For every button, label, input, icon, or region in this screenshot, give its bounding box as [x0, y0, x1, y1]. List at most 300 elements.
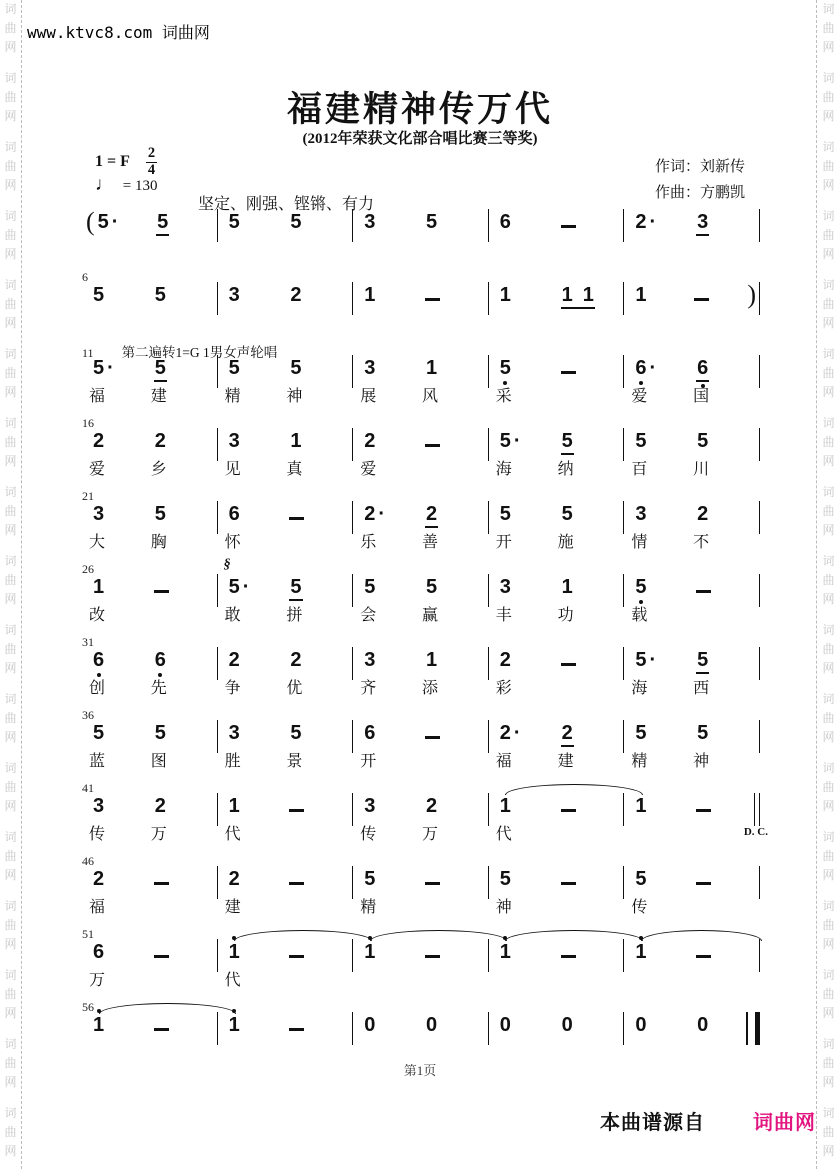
note	[289, 357, 302, 383]
watermark-char: 词	[4, 209, 17, 223]
measure	[353, 284, 489, 314]
note	[634, 357, 656, 383]
watermark-char: 网	[822, 178, 835, 192]
lyric: 爱	[360, 461, 377, 478]
note-cell	[634, 1014, 696, 1044]
note-cell	[561, 795, 623, 847]
note	[363, 211, 376, 237]
lyric: 善	[421, 534, 438, 551]
lyric: 情	[631, 534, 648, 551]
octave-dot	[503, 381, 507, 385]
note	[634, 722, 647, 748]
note-cell	[495, 357, 561, 409]
source-prefix: 本曲谱源自	[600, 1112, 705, 1134]
note-cell	[561, 1014, 623, 1044]
lyric: 乡	[150, 461, 167, 478]
octave-dot	[701, 384, 705, 388]
note-cell	[561, 357, 623, 409]
lyric: 福	[89, 388, 106, 405]
lyric: 敢	[224, 607, 241, 624]
lyric	[558, 898, 562, 920]
dash	[154, 1028, 169, 1031]
lyric: 载	[631, 607, 648, 624]
watermark-char: 网	[4, 454, 17, 468]
note-digit: 2	[364, 503, 376, 525]
note	[363, 357, 376, 383]
note-digit: 3	[228, 284, 240, 306]
dash	[289, 809, 304, 812]
note-cell	[89, 722, 154, 774]
lyric: 会	[360, 607, 377, 624]
note	[154, 941, 169, 967]
measure	[489, 649, 625, 701]
note-cell	[499, 211, 561, 241]
note-digit: 5	[425, 576, 438, 598]
measure-number: 36	[82, 708, 94, 722]
note	[696, 722, 709, 748]
note-cell	[561, 211, 623, 241]
dash	[561, 809, 576, 812]
note	[499, 576, 512, 602]
watermark-char: 网	[4, 523, 17, 537]
note-digit: 3	[93, 795, 105, 817]
note-digit: 5	[154, 503, 166, 525]
lyric	[693, 971, 697, 993]
note-digit: 3	[228, 430, 240, 452]
note	[634, 430, 647, 456]
lyric: 蓝	[89, 753, 106, 770]
watermark-gap	[817, 333, 840, 345]
note-cell	[561, 941, 623, 993]
note-cell	[634, 211, 696, 241]
watermark-gap	[0, 402, 21, 414]
note	[289, 868, 304, 894]
note	[228, 430, 241, 456]
note-digit: 3	[93, 503, 105, 525]
note-cell	[631, 649, 696, 701]
note-cell	[557, 576, 623, 628]
watermark-char: 词	[822, 2, 835, 16]
watermark-gap	[817, 1023, 840, 1035]
measure	[218, 649, 354, 701]
note-cell	[495, 722, 561, 774]
note-cell	[696, 941, 758, 993]
lyric: 优	[286, 680, 303, 697]
barline	[759, 209, 760, 242]
note	[499, 868, 512, 894]
note-cell	[561, 284, 623, 314]
measure-number: 21	[82, 489, 94, 503]
dash	[425, 444, 440, 447]
time-denominator: 4	[147, 161, 156, 178]
watermark-char: 网	[4, 799, 17, 813]
measure	[353, 795, 489, 847]
note-cell	[286, 357, 351, 409]
note-digit: 1	[635, 284, 647, 306]
dash	[154, 882, 169, 885]
measure	[82, 430, 218, 482]
note-cell	[89, 503, 154, 555]
note-cell	[696, 868, 758, 920]
barline	[759, 866, 760, 899]
lyric: 精	[631, 753, 648, 770]
note	[154, 576, 169, 602]
watermark-char: 词	[4, 692, 17, 706]
note	[634, 795, 647, 821]
dash	[425, 882, 440, 885]
watermark-char: 词	[4, 968, 17, 982]
lyric: 改	[89, 607, 106, 624]
note	[561, 649, 576, 675]
lyric: 海	[631, 680, 648, 697]
note-row	[82, 207, 760, 241]
lyric: 爱	[631, 388, 648, 405]
watermark-gap	[817, 471, 840, 483]
note	[634, 284, 647, 310]
lyric	[422, 752, 426, 774]
note-digit: 2	[635, 211, 647, 233]
dot: ·	[649, 211, 657, 233]
note-cell	[89, 649, 154, 701]
note-digit: 1	[499, 795, 511, 817]
note-cell	[289, 211, 351, 241]
subtitle: (2012年荣获文化部合唱比赛三等奖)	[302, 131, 538, 147]
dot: ·	[513, 430, 521, 452]
note-cell	[360, 649, 425, 701]
watermark-char: 词	[822, 761, 835, 775]
note-cell	[634, 941, 696, 993]
measure	[218, 576, 354, 628]
note-cell	[561, 649, 623, 701]
measure	[82, 941, 218, 993]
note-digit: 5	[156, 211, 169, 236]
note-cell	[150, 503, 216, 555]
note	[499, 795, 512, 821]
note	[561, 503, 574, 529]
dot: ·	[107, 357, 114, 379]
note-cell	[89, 576, 154, 628]
watermark-gap	[817, 747, 840, 759]
watermark-char: 网	[4, 1075, 17, 1089]
note	[696, 430, 709, 456]
note-cell	[499, 941, 561, 993]
system-head	[82, 341, 760, 360]
watermark-char: 网	[4, 730, 17, 744]
lyric: 纳	[557, 461, 574, 478]
measure	[624, 430, 760, 482]
lyric: 百	[631, 461, 648, 478]
watermark-gap	[817, 195, 840, 207]
note-cell	[154, 576, 216, 628]
lyric	[151, 971, 155, 993]
note-cell	[499, 1014, 561, 1044]
note-cell	[228, 284, 290, 314]
note	[363, 503, 385, 529]
note	[561, 941, 576, 967]
note-digit: 1	[634, 941, 647, 964]
lyric	[558, 387, 562, 409]
dot: ·	[378, 503, 385, 525]
watermark-site-link[interactable]: www.ktvc8.com 词曲网	[27, 23, 210, 42]
measure-number: 41	[82, 781, 94, 795]
watermark-char: 网	[822, 385, 835, 399]
measure	[489, 430, 625, 482]
lyric: 万	[150, 826, 167, 843]
note-cell	[154, 284, 216, 314]
note-cell	[224, 503, 290, 555]
note-digit: 6	[364, 722, 376, 744]
lyric	[151, 898, 155, 920]
note-digit: 5	[97, 211, 109, 233]
note-digit: 6	[228, 503, 240, 525]
note-cell	[150, 649, 216, 701]
note-cell	[360, 503, 425, 555]
watermark-char: 词	[822, 1037, 835, 1051]
watermark-gap	[0, 264, 21, 276]
barline	[746, 1012, 760, 1045]
note-cell	[89, 941, 154, 993]
watermark-char: 网	[822, 40, 835, 54]
note	[289, 795, 304, 821]
note	[425, 357, 438, 383]
watermark-char: 曲	[822, 297, 835, 311]
barline	[759, 574, 760, 607]
measure	[82, 357, 218, 409]
dot: ·	[242, 576, 250, 598]
watermark-char: 曲	[4, 987, 17, 1001]
note-digit: 2	[697, 503, 709, 525]
note	[425, 503, 438, 529]
watermark-char: 网	[822, 109, 835, 123]
watermark-char: 曲	[822, 504, 835, 518]
note-cell	[89, 430, 154, 482]
note-cell	[150, 357, 216, 409]
note	[363, 1014, 376, 1040]
watermark-char: 网	[822, 868, 835, 882]
note-digit: 3	[364, 649, 376, 671]
note-digit: 1	[92, 1014, 105, 1037]
note-cell	[631, 868, 696, 920]
measure	[218, 868, 354, 920]
measure	[624, 941, 760, 993]
system-head	[82, 633, 760, 649]
lyric	[286, 533, 290, 555]
note-cell	[363, 941, 425, 993]
note	[696, 576, 711, 602]
note-cell	[150, 795, 216, 847]
watermark-char: 网	[4, 937, 17, 951]
note	[696, 941, 711, 967]
note	[92, 1014, 105, 1040]
measure	[489, 211, 625, 241]
watermark-char: 网	[822, 661, 835, 675]
note	[228, 868, 241, 894]
lyric: 神	[286, 388, 303, 405]
note	[289, 430, 302, 456]
watermark-char: 词	[4, 347, 17, 361]
note-digit: 3	[635, 503, 647, 525]
note	[561, 722, 574, 748]
dot: ·	[649, 357, 657, 379]
watermark-char: 曲	[4, 918, 17, 932]
lyric: 采	[495, 388, 512, 405]
watermark-char: 网	[822, 247, 835, 261]
note	[425, 868, 440, 894]
note-digit: 5	[154, 357, 167, 382]
watermark-gap	[817, 678, 840, 690]
parenthesis: )	[747, 280, 756, 309]
note-digit: 1	[93, 576, 105, 598]
dot: ·	[649, 649, 657, 671]
measure	[489, 284, 625, 314]
source-site-link[interactable]: 词曲网	[753, 1112, 816, 1134]
lyric: 国	[693, 388, 710, 405]
dash	[154, 590, 169, 593]
note	[92, 503, 105, 529]
lyric: 开	[360, 753, 377, 770]
note	[499, 1014, 512, 1040]
watermark-char: 词	[822, 1106, 835, 1120]
note-digit: 5	[635, 868, 647, 890]
lyric: 胸	[150, 534, 167, 551]
lyric: 彩	[495, 680, 512, 697]
watermark-char: 曲	[822, 90, 835, 104]
lyric: 传	[631, 899, 648, 916]
lyric	[360, 971, 364, 993]
watermark-gap	[0, 195, 21, 207]
note-cell	[495, 503, 561, 555]
lyric: 代	[495, 826, 512, 843]
note	[154, 503, 167, 529]
note-cell	[224, 357, 290, 409]
watermark-column-left	[0, 0, 22, 1169]
note-cell	[89, 868, 154, 920]
watermark-char: 曲	[4, 504, 17, 518]
system	[82, 557, 760, 628]
measure	[624, 576, 760, 628]
note-cell	[286, 576, 351, 628]
note	[634, 868, 647, 894]
note-digit: 0	[635, 1014, 647, 1036]
measure	[82, 576, 218, 628]
note-digit: 1	[228, 795, 240, 817]
note-digit: 1	[499, 941, 512, 964]
measure	[353, 1014, 489, 1044]
watermark-char: 网	[822, 316, 835, 330]
system	[82, 852, 760, 920]
watermark-char: 曲	[4, 228, 17, 242]
lyric: 精	[360, 899, 377, 916]
note-cell	[634, 795, 696, 847]
watermark-char: 曲	[822, 849, 835, 863]
note-digit: 2	[93, 868, 105, 890]
measure	[624, 649, 760, 701]
measure-number: 51	[82, 927, 94, 941]
note-cell	[425, 1014, 487, 1044]
note-digit: 6	[499, 211, 511, 233]
lyric	[558, 679, 562, 701]
note	[154, 649, 167, 675]
note	[499, 649, 512, 675]
lyric: 西	[693, 680, 710, 697]
dash	[696, 809, 711, 812]
system	[82, 414, 760, 482]
note-cell	[693, 357, 758, 409]
note	[696, 795, 711, 821]
note-row	[82, 941, 760, 993]
watermark-char: 词	[4, 416, 17, 430]
measure	[353, 503, 489, 555]
note-cell	[289, 284, 351, 314]
note-digit: 2	[228, 868, 240, 890]
note	[289, 284, 302, 310]
measure	[218, 795, 354, 847]
measure	[218, 357, 354, 409]
system	[82, 268, 760, 314]
note	[92, 357, 114, 383]
watermark-gap	[0, 816, 21, 828]
watermark-char: 曲	[822, 366, 835, 380]
watermark-char: 网	[822, 454, 835, 468]
watermark-char: 词	[4, 899, 17, 913]
note	[561, 576, 574, 602]
dash	[561, 882, 576, 885]
credits	[655, 154, 745, 206]
note	[499, 722, 521, 748]
note	[228, 722, 241, 748]
note-row	[82, 430, 760, 482]
note	[696, 211, 709, 237]
note-cell	[150, 430, 216, 482]
lyric: 真	[286, 461, 303, 478]
note-digit: 5	[93, 357, 105, 379]
time-numerator: 2	[147, 145, 156, 161]
measure-number: 16	[82, 416, 94, 430]
measure	[353, 211, 489, 241]
note	[289, 722, 302, 748]
note-row	[82, 576, 760, 628]
dash	[425, 955, 440, 958]
measure	[624, 722, 760, 774]
note	[634, 503, 647, 529]
note-digit: 5	[499, 868, 511, 890]
note	[634, 1014, 647, 1040]
dash	[561, 663, 576, 666]
measure	[489, 722, 625, 774]
note-digit: 1	[290, 430, 302, 452]
note-digit: 3	[364, 211, 376, 233]
watermark-gap	[0, 333, 21, 345]
note	[154, 1014, 169, 1040]
note	[425, 722, 440, 748]
note-digit: 5	[228, 576, 240, 598]
note	[289, 1014, 304, 1040]
note-cell	[97, 211, 156, 241]
note-digit: 2	[290, 649, 302, 671]
measure	[489, 795, 625, 847]
lyric: 开	[495, 534, 512, 551]
watermark-char: 词	[4, 830, 17, 844]
measure	[82, 795, 218, 847]
lyric: 争	[224, 680, 241, 697]
measure	[218, 941, 354, 993]
lyric: 代	[224, 972, 241, 989]
note-digit: 5	[364, 868, 376, 890]
lyric: 万	[421, 826, 438, 843]
measure	[82, 284, 218, 314]
note-cell	[360, 795, 425, 847]
measure-number: 6	[82, 270, 88, 284]
